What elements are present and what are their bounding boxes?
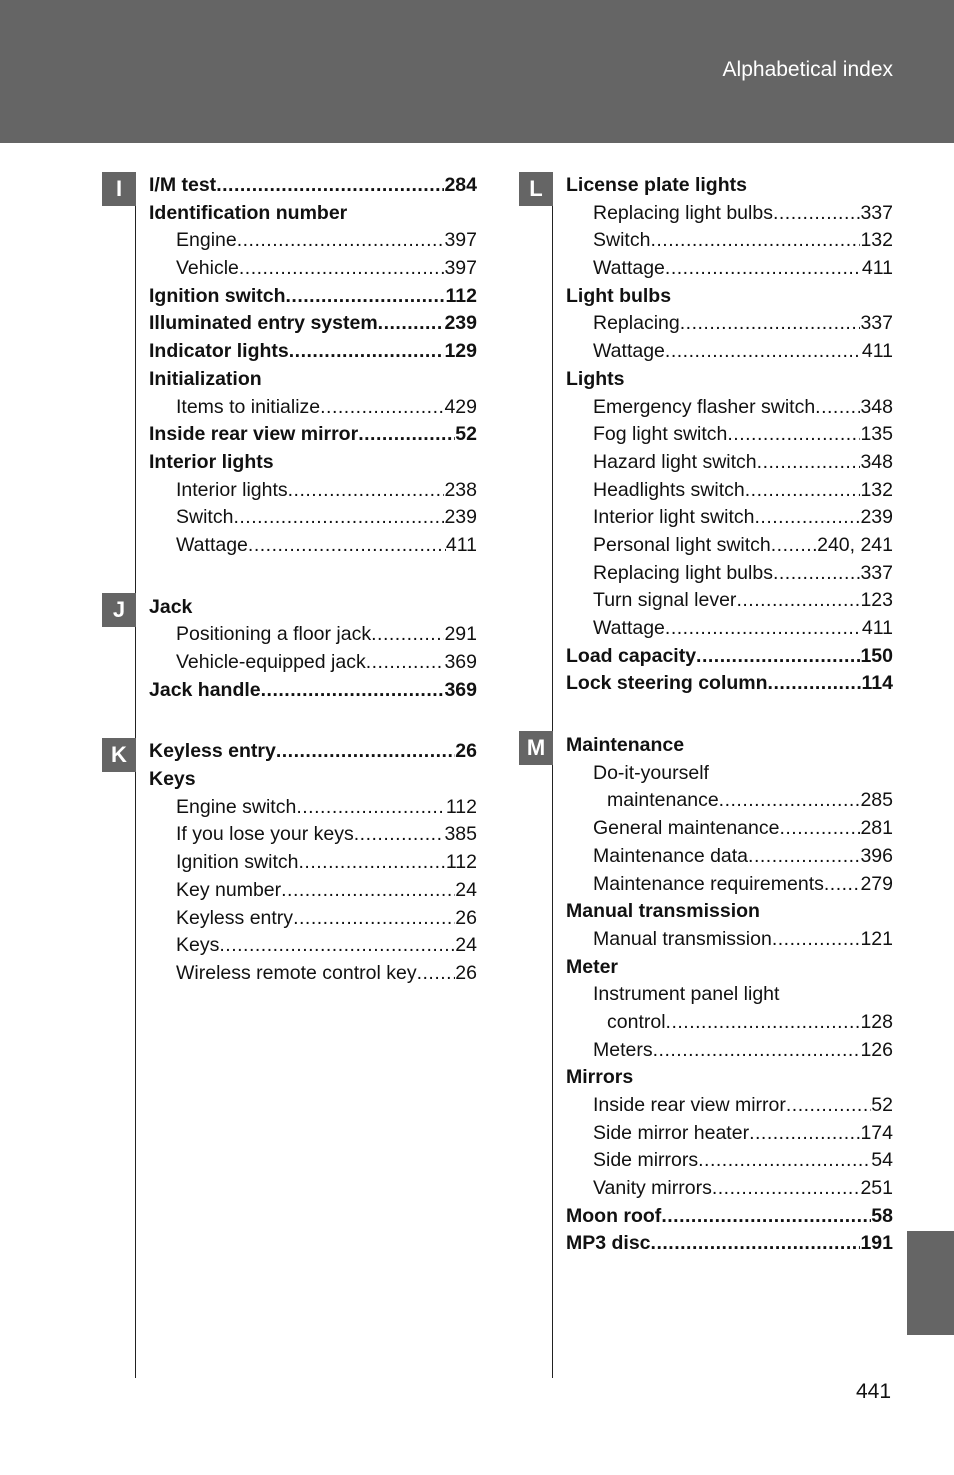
section-tab-i: I: [102, 172, 136, 206]
index-subentry: Replacing light bulbs ..... 337: [566, 560, 893, 588]
index-heading: Identification number: [149, 201, 348, 224]
index-subentry: Side mirror heater ..... 174: [566, 1120, 893, 1148]
section-l: [566, 172, 893, 698]
index-entry: Keyless entry ..... 26: [149, 738, 477, 766]
index-subentry: Keys ..... 24: [149, 932, 477, 960]
index-heading: Mirrors: [566, 1066, 634, 1089]
index-heading: Lights: [566, 367, 625, 390]
index-column-right: [566, 172, 893, 1258]
index-heading: Interior lights: [149, 450, 274, 473]
index-heading: Meter: [566, 955, 619, 978]
index-heading: License plate lights: [566, 174, 747, 196]
index-subentry: Vanity mirrors ..... 251: [566, 1175, 893, 1203]
index-heading: Keys: [149, 768, 196, 791]
index-column-left: [149, 172, 477, 988]
index-subentry: Interior lights ..... 238: [149, 477, 477, 505]
index-subentry: Meters ..... 126: [566, 1037, 893, 1065]
index-subentry: Engine switch ..... 112: [149, 794, 477, 822]
index-subentry: Key number ..... 24: [149, 877, 477, 905]
index-subentry: Vehicle ..... 397: [149, 255, 477, 283]
index-subentry: Maintenance requirements ..... 279: [566, 871, 893, 899]
index-subentry: Ignition switch ..... 112: [149, 849, 477, 877]
index-subentry: Switch ..... 132: [566, 227, 893, 255]
index-subentry: Wattage ..... 411: [149, 532, 477, 560]
index-heading: Initialization: [149, 367, 262, 390]
index-subentry: Replacing light bulbs ..... 337: [566, 200, 893, 228]
index-subentry: Positioning a floor jack ..... 291: [149, 621, 477, 649]
section-tab-j: J: [102, 593, 136, 627]
index-entry: Lock steering column ..... 114: [566, 670, 893, 698]
index-subentry: Engine ..... 397: [149, 227, 477, 255]
section-tab-k: K: [102, 738, 136, 772]
index-subentry: General maintenance ..... 281: [566, 815, 893, 843]
index-heading: Jack: [149, 595, 193, 618]
section-tab-l: L: [519, 172, 553, 206]
index-subheading: Do-it-yourself: [593, 761, 709, 784]
index-subentry: Wireless remote control key ..... 26: [149, 960, 477, 988]
right-column-rule: [552, 172, 553, 1378]
index-subentry: Turn signal lever ..... 123: [566, 587, 893, 615]
index-subentry: Replacing ..... 337: [566, 310, 893, 338]
section-m: [566, 732, 893, 1258]
section-tab-m: M: [519, 731, 553, 765]
chapter-side-tab: [907, 1231, 954, 1335]
index-subheading: Instrument panel light: [593, 983, 780, 1006]
index-subentry: Inside rear view mirror ..... 52: [566, 1092, 893, 1120]
index-subentry: If you lose your keys ..... 385: [149, 821, 477, 849]
page-number: 441: [856, 1380, 892, 1403]
index-subentry: Personal light switch ..... 240, 241: [566, 532, 893, 560]
index-subentry: Wattage ..... 411: [566, 615, 893, 643]
index-entry: I/M test ..... 284: [149, 172, 477, 200]
index-entry: MP3 disc ..... 191: [566, 1230, 893, 1258]
index-entry: Load capacity ..... 150: [566, 643, 893, 671]
index-subentry: Fog light switch ..... 135: [566, 421, 893, 449]
index-subentry: Switch ..... 239: [149, 504, 477, 532]
index-entry: Illuminated entry system ..... 239: [149, 310, 477, 338]
index-entry: Inside rear view mirror ..... 52: [149, 421, 477, 449]
index-subentry: Headlights switch ..... 132: [566, 477, 893, 505]
index-entry: Moon roof ..... 58: [566, 1203, 893, 1231]
index-entry: Jack handle ..... 369: [149, 677, 477, 705]
index-subentry: Wattage ..... 411: [566, 338, 893, 366]
index-subentry: Vehicle-equipped jack ..... 369: [149, 649, 477, 677]
index-entry: Ignition switch ..... 112: [149, 283, 477, 311]
index-subentry: Keyless entry ..... 26: [149, 905, 477, 933]
index-subentry: Interior light switch ..... 239: [566, 504, 893, 532]
index-subentry: Maintenance data ..... 396: [566, 843, 893, 871]
index-heading: Manual transmission: [566, 900, 760, 923]
index-subentry: Wattage ..... 411: [566, 255, 893, 283]
index-heading: Maintenance: [566, 734, 685, 757]
index-heading: Light bulbs: [566, 284, 672, 307]
index-subentry: Side mirrors ..... 54: [566, 1147, 893, 1175]
section-i: [149, 172, 477, 560]
index-subentry: Items to initialize ..... 429: [149, 394, 477, 422]
section-k: [149, 738, 477, 987]
left-column-rule: [135, 172, 136, 1378]
section-j: [149, 594, 477, 705]
header-title: Alphabetical index: [722, 58, 893, 81]
index-subentry: maintenance ..... 285: [566, 787, 893, 815]
index-subentry: Hazard light switch ..... 348: [566, 449, 893, 477]
index-subentry: control ..... 128: [566, 1009, 893, 1037]
page-header: [0, 0, 954, 143]
index-entry: Indicator lights ..... 129: [149, 338, 477, 366]
index-subentry: Emergency flasher switch ..... 348: [566, 394, 893, 422]
index-subentry: Manual transmission ..... 121: [566, 926, 893, 954]
